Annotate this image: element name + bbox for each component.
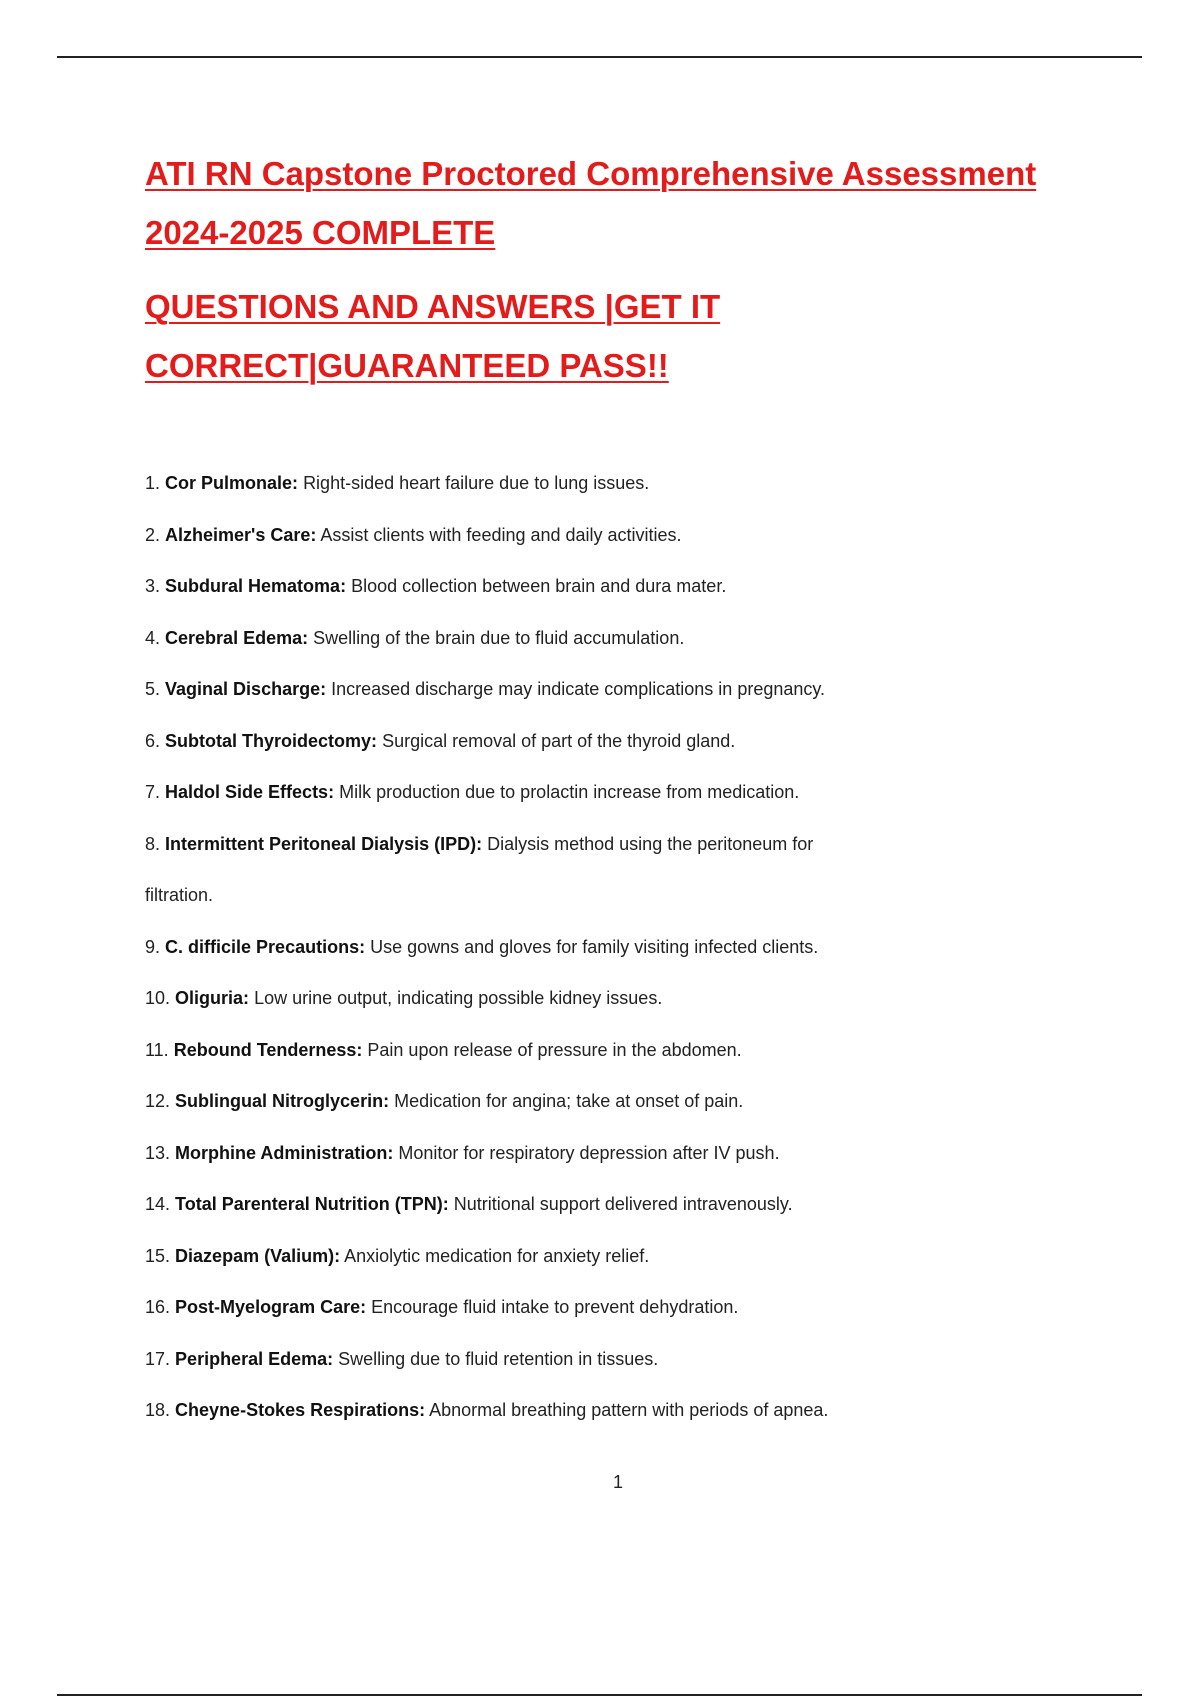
list-item bbox=[145, 1076, 1105, 1128]
header-rule bbox=[57, 56, 1142, 58]
list-item bbox=[145, 613, 1105, 665]
item-definition: Swelling of the brain due to fluid accumulation. bbox=[313, 627, 685, 648]
item-term: Cheyne-Stokes Respirations: bbox=[175, 1400, 426, 1420]
list-item bbox=[145, 973, 1105, 1025]
item-number: 9. bbox=[145, 936, 161, 957]
page-number: 1 bbox=[612, 1472, 623, 1492]
list-item bbox=[145, 922, 1105, 974]
item-number: 11. bbox=[145, 1039, 169, 1060]
item-definition: Surgical removal of part of the thyroid gland. bbox=[382, 730, 736, 751]
item-term: Cor Pulmonale: bbox=[165, 473, 299, 493]
item-number: 7. bbox=[145, 782, 161, 802]
item-number: 8. bbox=[145, 833, 161, 854]
item-definition: Use gowns and gloves for family visiting infected clients. bbox=[370, 936, 819, 957]
qa-list bbox=[145, 458, 1105, 1437]
title-line-3: QUESTIONS AND ANSWERS |GET IT bbox=[145, 288, 721, 325]
item-number: 12. bbox=[145, 1091, 171, 1111]
item-term: Alzheimer's Care: bbox=[165, 524, 317, 545]
list-item bbox=[145, 1179, 1105, 1231]
item-definition: Low urine output, indicating possible kidney issues. bbox=[254, 988, 663, 1008]
list-item bbox=[145, 664, 1105, 716]
item-term: Total Parenteral Nutrition (TPN): bbox=[175, 1194, 449, 1214]
list-item bbox=[145, 767, 1105, 819]
list-item bbox=[145, 561, 1105, 613]
item-definition: filtration. bbox=[145, 885, 214, 905]
item-definition: Assist clients with feeding and daily activities. bbox=[320, 524, 682, 545]
list-item bbox=[145, 1385, 1105, 1437]
item-definition: Increased discharge may indicate complications in pregnancy. bbox=[331, 679, 826, 699]
list-item bbox=[145, 716, 1105, 768]
list-item bbox=[145, 870, 1105, 922]
list-item bbox=[145, 1282, 1105, 1334]
item-number: 18. bbox=[145, 1400, 171, 1420]
list-item bbox=[145, 1334, 1105, 1386]
item-term: Subdural Hematoma: bbox=[165, 576, 347, 596]
item-term: Haldol Side Effects: bbox=[165, 782, 335, 802]
item-definition: Milk production due to prolactin increase from medication. bbox=[339, 782, 800, 802]
item-definition: Nutritional support delivered intravenously. bbox=[453, 1194, 793, 1214]
item-term: Intermittent Peritoneal Dialysis (IPD): bbox=[165, 833, 483, 854]
item-number: 10. bbox=[145, 988, 171, 1008]
item-term: Sublingual Nitroglycerin: bbox=[175, 1091, 390, 1111]
title-line-1: ATI RN Capstone Proctored Comprehensive Assessment bbox=[145, 155, 1037, 192]
list-item bbox=[145, 819, 1105, 871]
item-number: 15. bbox=[145, 1245, 171, 1266]
item-definition: Medication for angina; take at onset of pain. bbox=[394, 1091, 744, 1111]
item-definition: Swelling due to fluid retention in tissues. bbox=[338, 1348, 659, 1369]
item-number: 5. bbox=[145, 679, 161, 699]
item-term: Post-Myelogram Care: bbox=[175, 1297, 367, 1317]
item-term: C. difficile Precautions: bbox=[165, 936, 366, 957]
list-item bbox=[145, 1231, 1105, 1283]
footer-rule bbox=[57, 1694, 1142, 1696]
item-term: Morphine Administration: bbox=[175, 1142, 394, 1163]
list-item bbox=[145, 458, 1105, 510]
item-number: 4. bbox=[145, 627, 161, 648]
item-definition: Right-sided heart failure due to lung issues. bbox=[303, 473, 650, 493]
item-number: 13. bbox=[145, 1142, 171, 1163]
item-number: 1. bbox=[145, 473, 161, 493]
list-item bbox=[145, 1128, 1105, 1180]
document-title bbox=[145, 144, 1105, 395]
item-definition: Anxiolytic medication for anxiety relief. bbox=[344, 1245, 650, 1266]
item-definition: Encourage fluid intake to prevent dehydration. bbox=[371, 1297, 739, 1317]
item-term: Oliguria: bbox=[175, 988, 250, 1008]
list-item bbox=[145, 1025, 1105, 1077]
item-number: 2. bbox=[145, 524, 161, 545]
item-definition: Abnormal breathing pattern with periods of apnea. bbox=[429, 1400, 829, 1420]
item-term: Vaginal Discharge: bbox=[165, 679, 327, 699]
list-item bbox=[145, 510, 1105, 562]
item-number: 14. bbox=[145, 1194, 171, 1214]
item-term: Rebound Tenderness: bbox=[173, 1039, 363, 1060]
item-number: 16. bbox=[145, 1297, 171, 1317]
item-number: 6. bbox=[145, 730, 161, 751]
item-number: 3. bbox=[145, 576, 161, 596]
item-term: Diazepam (Valium): bbox=[175, 1245, 341, 1266]
item-definition: Monitor for respiratory depression after IV push. bbox=[398, 1142, 780, 1163]
item-definition: Pain upon release of pressure in the abdomen. bbox=[367, 1039, 742, 1060]
item-definition: Blood collection between brain and dura mater. bbox=[351, 576, 727, 596]
title-line-4: CORRECT|GUARANTEED PASS!! bbox=[145, 347, 669, 384]
item-term: Subtotal Thyroidectomy: bbox=[165, 730, 378, 751]
title-line-2: 2024-2025 COMPLETE bbox=[145, 214, 496, 251]
item-term: Peripheral Edema: bbox=[175, 1348, 334, 1369]
item-term: Cerebral Edema: bbox=[165, 627, 309, 648]
item-definition: Dialysis method using the peritoneum for bbox=[487, 833, 814, 854]
item-number: 17. bbox=[145, 1348, 171, 1369]
